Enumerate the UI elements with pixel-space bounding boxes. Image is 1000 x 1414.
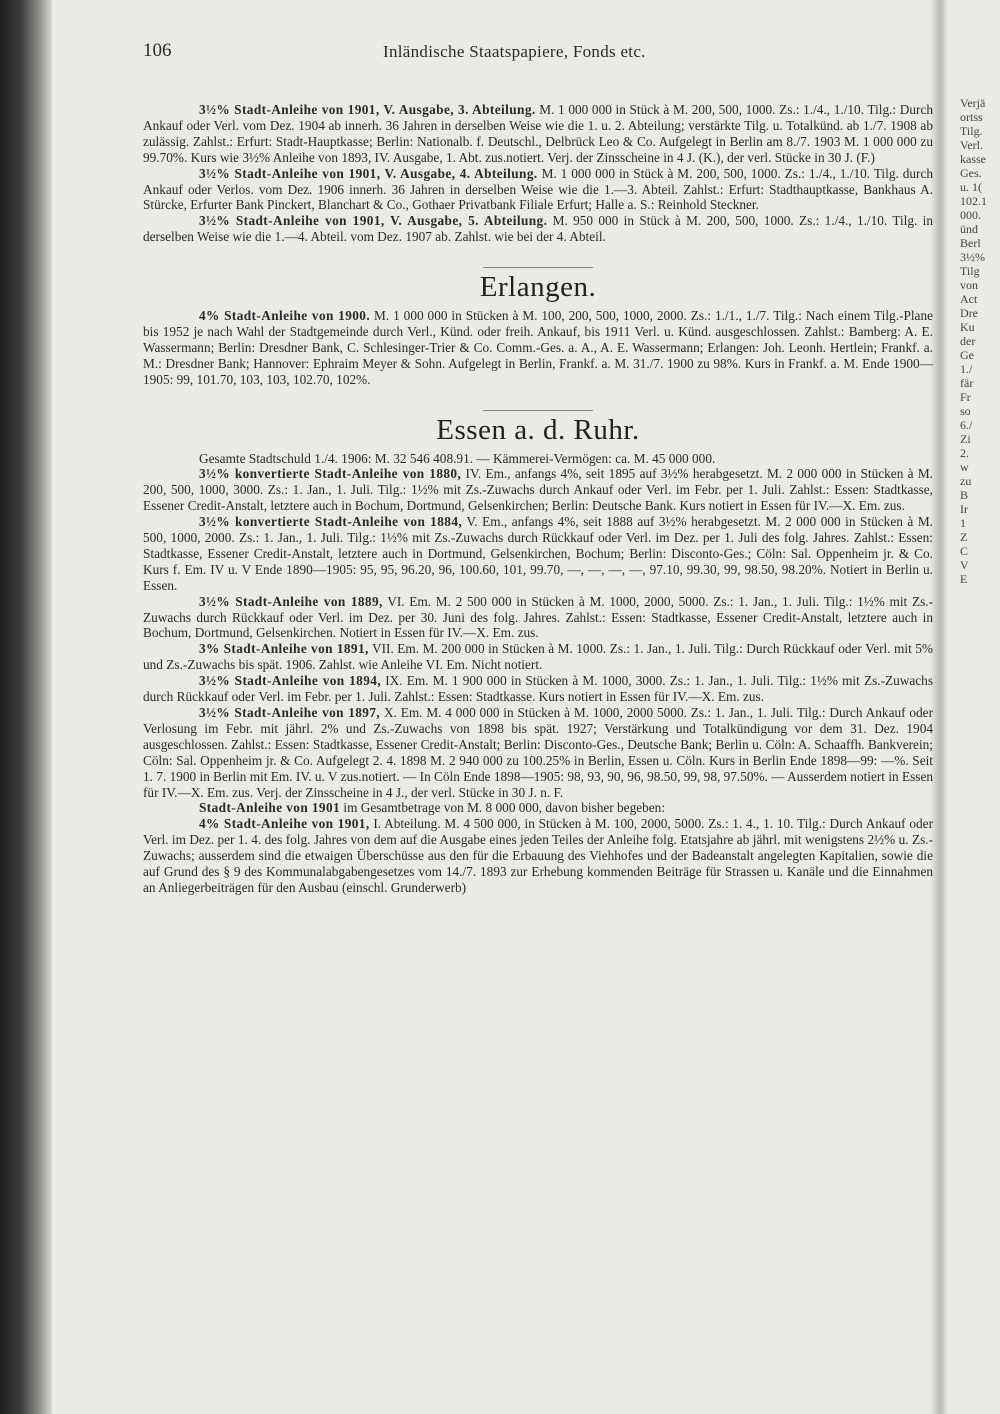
facing-page-fragment: Dre (960, 306, 978, 320)
facing-page-fragment: Tilg (960, 264, 980, 278)
facing-page-fragment: Tilg. (960, 124, 983, 138)
bond-entry (143, 800, 933, 816)
facing-page-fragment: 102.1 (960, 194, 987, 208)
facing-page-fragment: ortss (960, 110, 983, 124)
facing-page-fragment: Ge (960, 348, 974, 362)
facing-page-fragment: Berl (960, 236, 981, 250)
facing-page-fragment: Z (960, 530, 968, 544)
entry-text: I. Abteilung. M. 4 500 000, in Stücken à M. 100, 2000, 5000. Zs.: 1. 4., 1. 10. Tilg.: Durch Ankauf oder Verl. im Dez. per 1. 4. des folg. Jahres von dem auf die Ausgabe eines jeden Teiles der Anleihe folg. Etatsjahre ab jährl. mit wenigstens 2½% u. Zs.-Zuwachs; ausserdem sind die etwaigen Überschüsse aus den für die Erbauung des Viehhofes und der Badeanstalt angelegten Kapitalien, sowie die auf Grund des § 9 des Kommunalabgabengesetzes vom 14./7. 1893 zur Erhebung kommenden Beiträge für Strassen u. Kanäle und die Einnahmen an Anliegerbeiträgen für den Ausbau (einschl. Grunderwerb) (143, 816, 934, 895)
bond-entry (143, 594, 933, 642)
facing-page-fragment: B (960, 488, 969, 502)
section-divider (483, 410, 593, 411)
book-page (143, 40, 933, 896)
facing-page-fragment: Verl. (960, 138, 983, 152)
entry-heading: 3½% Stadt-Anleihe von 1901, V. Ausgabe, 5. Abteilung. (199, 213, 548, 229)
facing-page-fragment: Zi (960, 432, 971, 446)
facing-page-fragment: so (960, 404, 971, 418)
facing-page-fragment: Ir (960, 502, 968, 516)
facing-page-fragment: kasse (960, 152, 986, 166)
facing-page-fragment: Verjä (960, 96, 986, 110)
facing-page-fragment: 1 (960, 516, 966, 530)
facing-page-fragment: u. 1( (960, 180, 982, 194)
entry-text: M. 1 000 000 in Stück à M. 200, 500, 1000. Zs.: 1./4., 1./10. Tilg. durch Ankauf oder Verlos. vom Dez. 1906 innerh. 36 Jahren in derselben Weise wie die 1.—3. Abteil. Zahlst.: Erfurt: Stadthauptkasse, Bankhaus A. Stürcke, Erfurter Bank Pinckert, Blanchart & Co., Gothaer Privatbank Filiale Erfurt; Halle a. S.: Reinhold Steckner. (143, 165, 933, 213)
entry-heading: 3½% Stadt-Anleihe von 1897, (199, 705, 381, 720)
entry-heading: 3½% konvertierte Stadt-Anleihe von 1880, (199, 466, 462, 482)
facing-page-fragment: 3½% (960, 250, 985, 264)
entry-heading: 3½% Stadt-Anleihe von 1894, (199, 673, 382, 689)
entry-heading: 3½% Stadt-Anleihe von 1901, V. Ausgabe, 4. Abteilung. (199, 165, 538, 181)
bond-entry (143, 308, 933, 388)
facing-page-fragments (960, 96, 1000, 586)
facing-page-fragment: w (960, 460, 969, 474)
facing-page-fragment: ünd (960, 222, 978, 236)
page-number: 106 (143, 40, 172, 61)
facing-page-fragment: fär (960, 376, 974, 390)
entry-heading: Stadt-Anleihe von 1901 (199, 800, 341, 816)
entry-heading: 4% Stadt-Anleihe von 1900. (199, 308, 371, 324)
entry-text: im Gesamtbetrage von M. 8 000 000, davon bisher begeben: (343, 800, 666, 816)
facing-page-fragment: Fr (960, 390, 971, 404)
bond-entry (143, 166, 933, 214)
facing-page-fragment: der (960, 334, 976, 348)
facing-page-fragment: V (960, 558, 969, 572)
facing-page-fragment: Act (960, 292, 978, 306)
entry-text: X. Em. M. 4 000 000 in Stücken à M. 1000, 2000 5000. Zs.: 1. Jan., 1. Juli. Tilg.: Durch Ankauf oder Verlosung im Febr. mit jährl. 2% und Zs.-Zuwachs von 1898 bis spät. 1927; Verstärkung und Totalkündigung vor dem 31. Dez. 1904 ausgeschlossen. Zahlst.: Essen: Stadtkasse, Essener Credit-Anstalt; Berlin: Disconto-Ges., Deutsche Bank; Berlin u. Cöln: A. Schaaffh. Bankverein; Cöln: Sal. Oppenheim jr. & Co. Aufgelegt 2. 4. 1898 M. 2 940 000 zu 100.25% in Berlin, Essen u. Cöln. Kurs in Berlin Ende 1898—99: —%. Seit 1. 7. 1900 in Berlin mit Em. IV. u. V zus.notiert. — In Cöln Ende 1898—1905: 98, 93, 90, 96, 98.50, 99, 98, 97.50%. — Ausserdem notiert in Essen für IV.—X. Em. zus. Verj. der Zinsscheine in 4 J., der verl. Stücke in 30 J. n. F. (143, 705, 934, 800)
bond-entry (143, 641, 933, 673)
bond-entry (143, 466, 933, 514)
book-binding-shadow (0, 0, 52, 1414)
facing-page-fragment: Ges. (960, 166, 982, 180)
facing-page-fragment: 000. (960, 208, 981, 222)
entry-heading: 3% Stadt-Anleihe von 1891, (199, 641, 369, 657)
entry-text: IX. Em. M. 1 900 000 in Stücken à M. 1000, 3000. Zs.: 1. Jan., 1. Juli. Tilg.: 1½% mit Zs.-Zuwachs durch Rückkauf oder Verl. im Febr. per 1. Juli. Zahlst.: Essen: Stadtkasse. Kurs notiert in Essen für IV.—X. Em. zus. (143, 673, 934, 705)
entry-text: M. 1 000 000 in Stück à M. 200, 500, 1000. Zs.: 1./4., 1./10. Tilg.: Durch Ankauf oder Verl. vom Dez. 1904 ab innerh. 36 Jahren in derselben Weise wie die 1. u. 2. Abteilung; verstärkte Tilg. u. Totalkünd. ab 1./7. 1908 ab zulässig. Zahlst.: Erfurt: Stadt-Hauptkasse; Berlin: Nationalb. f. Deutschl., Delbrück Leo & Co. Aufgelegt in Berlin am 8./7. 1903 M. 1 000 000 zu 99.70%. Kurs wie 3½% Anleihe von 1893, IV. Ausgabe, 1. Abt. zus.notiert. Verj. der Zinsscheine in 4 J. (K.), der verl. Stücke in 30 J. (F.) (143, 102, 934, 165)
entry-heading: 4% Stadt-Anleihe von 1901, (199, 816, 370, 832)
facing-page-fragment: von (960, 278, 978, 292)
facing-page-fragment: C (960, 544, 969, 558)
facing-page-fragment: 2. (960, 446, 969, 460)
entry-text: VII. Em. M. 200 000 in Stücken à M. 1000. Zs.: 1. Jan., 1. Juli. Tilg.: Durch Rückkauf oder Verl. mit 5% und Zs.-Zuwachs bis spät. 1906. Zahlst. wie Anleihe VI. Em. Nicht notiert. (143, 641, 933, 673)
bond-entry (143, 514, 933, 594)
entry-text: M. 950 000 in Stück à M. 200, 500, 1000. Zs.: 1./4., 1./10. Tilg. in derselben Weise wie die 1.—4. Abteil. vom Dez. 1907 ab. Zahlst. wie bei der 4. Abteil. (143, 213, 933, 245)
bond-entry (143, 102, 933, 166)
facing-page-fragment: 6./ (960, 418, 973, 432)
running-title: Inländische Staatspapiere, Fonds etc. (383, 42, 646, 61)
bond-entry (143, 213, 933, 245)
facing-page-fragment: E (960, 572, 968, 586)
entry-text: VI. Em. M. 2 500 000 in Stücken à M. 1000, 2000, 5000. Zs.: 1. Jan., 1. Juli. Tilg.: 1½% mit Zs.-Zuwachs durch Rückkauf oder Verl. im Dez. per 30. Juni des folg. Jahres. Zahlst.: Essen: Stadtkasse, Essener Credit-Anstalt, letztere auch in Bochum, Dortmund, Gelsenkirchen. Notiert in Essen für IV.—X. Em. zus. (143, 593, 933, 641)
entry-text: IV. Em., anfangs 4%, seit 1895 auf 3½% herabgesetzt. M. 2 000 000 in Stücken à M. 200, 500, 1000, 3000. Zs.: 1. Jan., 1. Juli. Tilg.: 1½% mit Zs.-Zuwachs durch Ankauf oder Verl. im Febr. per 1. Juli. Zahlst.: Essen: Stadtkasse, Essener Credit-Anstalt, letztere auch in Bochum, Dortmund, Gelsenkirchen; Berlin: Deutsche Bank. Kurs notiert in Essen für IV.—X. Em. zus. (143, 466, 934, 514)
facing-page-fragment: Ku (960, 320, 975, 334)
entry-heading: 3½% Stadt-Anleihe von 1901, V. Ausgabe, 3. Abteilung. (199, 102, 536, 117)
page-body (143, 102, 933, 896)
city-heading-essen: Essen a. d. Ruhr. (436, 413, 640, 446)
section-divider (483, 267, 593, 268)
city-heading-erlangen: Erlangen. (479, 271, 597, 304)
entry-text: M. 1 000 000 in Stücken à M. 100, 200, 500, 1000, 2000. Zs.: 1./1., 1./7. Tilg.: Nach einem Tilg.-Plane bis 1952 je nach Wahl der Stadtgemeinde durch Verl., Künd. oder freih. Ankauf, bis 1911 Verl. u. Künd. ausgeschlossen. Zahlst.: Bamberg: A. E. Wassermann; Berlin: Dresdner Bank, C. Schlesinger-Trier & Co. Comm.-Ges. a. A., A. E. Wassermann; Erlangen: Joh. Leonh. Hertlein; Frankf. a. M.: Dresdner Bank; Hannover: Ephraim Meyer & Sohn. Aufgelegt in Berlin, Frankf. a. M. 31./7. 1900 zu 98%. Kurs in Frankf. a. M. Ende 1900—1905: 99, 101.70, 103, 103, 102.70, 102%. (143, 308, 933, 387)
entry-heading: 3½% Stadt-Anleihe von 1889, (199, 593, 383, 609)
bond-entry (143, 816, 933, 896)
entry-text: V. Em., anfangs 4%, seit 1888 auf 3½% herabgesetzt. M. 2 000 000 in Stücken à M. 500, 1000, 2000. Zs.: 1. Jan., 1. Juli. Tilg.: 1½% mit Zs.-Zuwachs durch Rückkauf oder Verl. im Dez. per 1. Juli des folg. Jahres. Zahlst.: Essen: Stadtkasse, Essener Credit-Anstalt, letztere auch in Dortmund, Gelsenkirchen, Bochum; Berlin: Disconto-Ges.; Cöln: Sal. Oppenheim jr. & Co. Kurs f. Em. IV u. V Ende 1890—1905: 95, 95, 96.20, 96, 100.60, 101, 99.70, —, —, —, —, 97.10, 99.30, 99, 98.50, 98.20%. Notiert in Berlin u. Essen. (143, 514, 933, 593)
bond-entry (143, 705, 933, 800)
facing-page-fragment: zu (960, 474, 972, 488)
facing-page-fragment: 1./ (960, 362, 973, 376)
bond-entry (143, 673, 933, 705)
entry-heading: 3½% konvertierte Stadt-Anleihe von 1884, (199, 514, 463, 530)
running-header (143, 40, 933, 70)
city-debt-summary: Gesamte Stadtschuld 1./4. 1906: M. 32 546 408.91. — Kämmerei-Vermögen: ca. M. 45 000 000. (199, 450, 716, 466)
